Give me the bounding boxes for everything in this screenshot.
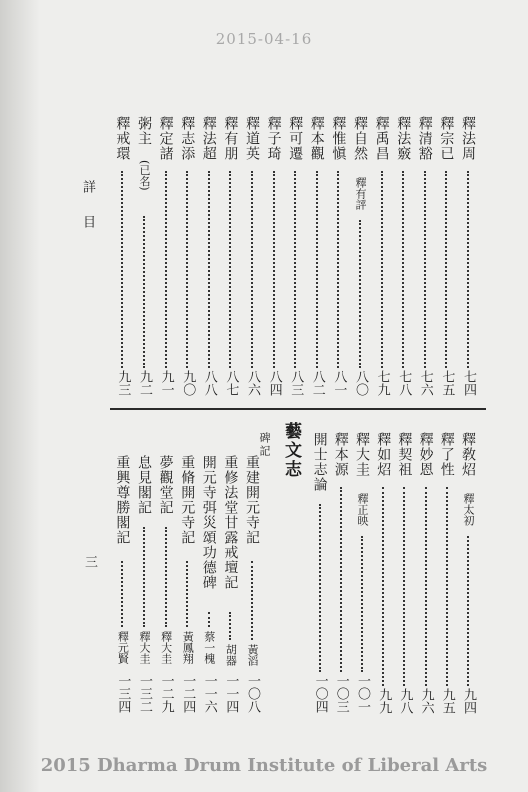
leader-dots [402, 171, 404, 368]
section-subtitle: 碑記 [258, 432, 271, 458]
toc-entry [222, 116, 238, 400]
toc-entry [222, 455, 238, 718]
entry-page-number: 八二 [309, 370, 325, 396]
toc-entry [352, 116, 368, 400]
toc-entry [460, 432, 476, 718]
leader-dots [273, 171, 275, 368]
entry-page-number: 一三四 [115, 674, 131, 713]
leader-dots [229, 171, 231, 368]
entry-page-number: 九六 [418, 688, 434, 714]
entry-page-number: 一〇一 [355, 674, 370, 713]
entry-title: 釋法超 [200, 116, 217, 161]
entry-page-number: 八七 [223, 370, 239, 396]
entry-note: 胡器 [224, 644, 238, 666]
entry-page-number: 七五 [439, 370, 455, 396]
entry-note: 釋元賢 [116, 631, 130, 664]
leader-dots [208, 612, 210, 627]
leader-dots [445, 171, 447, 368]
leader-dots [165, 527, 167, 627]
leader-dots [186, 171, 188, 368]
toc-entry [136, 116, 152, 400]
toc-entry [114, 116, 130, 400]
leader-dots [425, 487, 427, 686]
leader-dots [143, 527, 145, 627]
entry-page-number: 一三二 [137, 674, 152, 713]
toc-entry [374, 116, 390, 400]
entry-page-number: 八〇 [353, 370, 368, 396]
leader-dots [467, 171, 469, 368]
entry-page-number: 七九 [374, 370, 390, 396]
leader-dots [467, 536, 469, 686]
entry-title: 重修法堂甘露戒壇記 [222, 455, 239, 590]
entry-title: 釋清豁 [416, 116, 433, 161]
toc-entry [439, 432, 455, 718]
entry-title: 重脩開元寺記 [179, 455, 196, 545]
leader-dots [359, 220, 361, 368]
page-gutter-shadow [0, 0, 40, 792]
toc-entry [312, 432, 328, 718]
toc-entry [417, 116, 433, 400]
running-header-label: 詳目 [80, 180, 95, 250]
toc-entry [114, 455, 130, 718]
toc-entry [158, 116, 174, 400]
leader-dots [381, 171, 383, 368]
entry-title: 夢觀堂記 [157, 455, 174, 515]
leader-dots [143, 216, 145, 368]
entry-title: 釋法周 [460, 116, 476, 161]
entry-page-number: 七四 [461, 370, 476, 396]
entry-title: 釋惟愼 [330, 116, 347, 161]
toc-entry [309, 116, 325, 400]
entry-page-number: 九五 [439, 688, 455, 714]
page-number: 三 [82, 555, 97, 568]
entry-title: 重興尊勝閣記 [114, 455, 131, 545]
entry-title: 釋如炤 [375, 432, 392, 477]
entry-title: 釋定諸 [157, 116, 174, 161]
entry-title: 開士志論 [311, 432, 328, 492]
entry-title: 重建開元寺記 [244, 455, 260, 545]
leader-dots [340, 487, 342, 672]
section-divider [110, 408, 486, 410]
leader-dots [251, 171, 253, 368]
entry-title: 息見閣記 [136, 455, 152, 515]
toc-entry [354, 432, 370, 718]
entry-page-number: 七六 [417, 370, 433, 396]
entry-note: 釋大圭 [138, 631, 151, 664]
entry-page-number: 九九 [376, 688, 392, 714]
entry-page-number: 一一六 [201, 674, 217, 713]
entry-title: 釋禹昌 [373, 116, 390, 161]
leader-dots [337, 171, 339, 368]
entry-title: 開元寺弭災頌功德碑 [200, 455, 217, 590]
leader-dots [251, 561, 253, 640]
entry-page-number: 九四 [461, 688, 476, 714]
entry-page-number: 八三 [288, 370, 304, 396]
leader-dots [319, 504, 321, 672]
footer-watermark: 2015 Dharma Drum Institute of Liberal Arts [40, 755, 488, 776]
leader-dots [446, 487, 448, 686]
entry-title: 釋敎炤 [460, 432, 476, 477]
entry-title: 釋志添 [179, 116, 196, 161]
entry-page-number: 九一 [158, 370, 174, 396]
entry-page-number: 九八 [397, 688, 413, 714]
toc-entry [179, 455, 195, 718]
leader-dots [208, 171, 210, 368]
entry-page-number: 一一四 [223, 674, 239, 713]
entry-title: 釋自然 [352, 116, 368, 161]
leader-dots [229, 612, 231, 640]
entry-page-number: 八六 [245, 370, 260, 396]
section-title: 藝文志 [281, 422, 301, 479]
entry-title: 釋妙恩 [417, 432, 434, 477]
entry-note: 黃鳳翔 [181, 631, 195, 664]
leader-dots [294, 171, 296, 368]
toc-entry [179, 116, 195, 400]
entry-note: 釋有評 [354, 177, 367, 210]
leader-dots [361, 536, 363, 672]
entry-page-number: 九三 [115, 370, 131, 396]
entry-note: 釋大圭 [159, 631, 173, 664]
leader-dots [121, 171, 123, 368]
toc-entry [396, 432, 412, 718]
entry-page-number: 八四 [266, 370, 282, 396]
entry-note: (已名) [138, 160, 151, 191]
entry-title: 釋可遷 [287, 116, 304, 161]
toc-entry [375, 432, 391, 718]
entry-title: 釋道英 [244, 116, 260, 161]
entry-page-number: 一二九 [158, 674, 174, 713]
leader-dots [316, 171, 318, 368]
entry-note: 釋太初 [462, 493, 475, 526]
leader-dots [424, 171, 426, 368]
toc-entry [158, 455, 174, 718]
leader-dots [165, 171, 167, 368]
entry-title: 釋本源 [332, 432, 349, 477]
scan-date-stamp: 2015-04-16 [215, 30, 313, 48]
entry-note: 蔡一槐 [202, 631, 216, 664]
entry-title: 釋契祖 [396, 432, 413, 477]
toc-entry [201, 116, 217, 400]
toc-entry [418, 432, 434, 718]
toc-entry [438, 116, 454, 400]
entry-page-number: 八一 [331, 370, 347, 396]
entry-title: 釋了性 [438, 432, 455, 477]
entry-page-number: 一〇三 [333, 674, 349, 713]
toc-entry [330, 116, 346, 400]
leader-dots [403, 487, 405, 686]
entry-page-number: 九〇 [180, 370, 196, 396]
entry-title: 粥主 [136, 116, 152, 146]
entry-page-number: 一〇八 [245, 674, 260, 713]
leader-dots [382, 487, 384, 686]
toc-entry [287, 116, 303, 400]
entry-page-number: 一二四 [180, 674, 196, 713]
entry-title: 釋子琦 [265, 116, 282, 161]
entry-note: 釋正映 [356, 493, 369, 526]
entry-title: 釋宗已 [438, 116, 455, 161]
toc-entry [395, 116, 411, 400]
entry-title: 釋戒環 [114, 116, 131, 161]
leader-dots [121, 561, 123, 627]
toc-entry [136, 455, 152, 718]
leader-dots [186, 561, 188, 627]
entry-page-number: 一〇四 [312, 674, 328, 713]
entry-page-number: 九二 [137, 370, 152, 396]
entry-page-number: 八八 [201, 370, 217, 396]
toc-entry [201, 455, 217, 718]
toc-entry [460, 116, 476, 400]
toc-entry [244, 455, 260, 718]
entry-page-number: 七八 [396, 370, 412, 396]
entry-note: 黃滔 [246, 644, 259, 666]
entry-title: 釋本觀 [308, 116, 325, 161]
entry-title: 釋大圭 [354, 432, 370, 477]
toc-entry [333, 432, 349, 718]
toc-entry [266, 116, 282, 400]
entry-title: 釋法竅 [395, 116, 412, 161]
entry-title: 釋有朋 [222, 116, 239, 161]
toc-entry [244, 116, 260, 400]
